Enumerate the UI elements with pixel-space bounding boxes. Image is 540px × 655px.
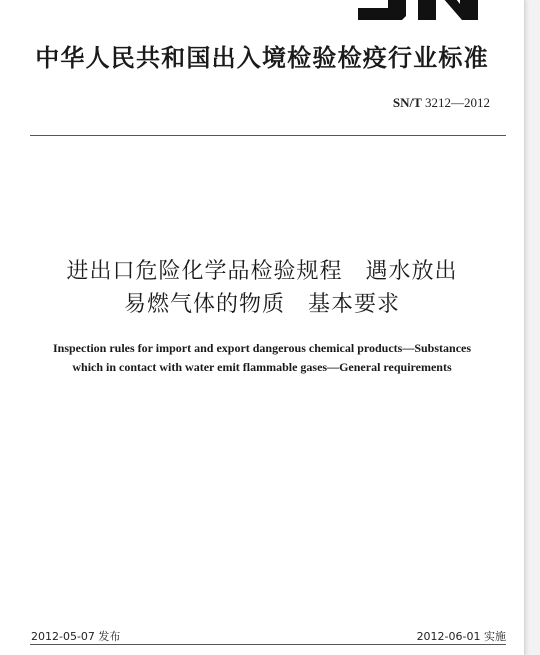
sn-logo	[356, 0, 484, 20]
implementation-date: 2012-06-01 实施	[416, 630, 506, 643]
top-divider	[30, 135, 506, 136]
title-en-line-2: which in contact with water emit flammable gases—General requirements	[72, 360, 452, 374]
standard-code: SN/T	[392, 95, 422, 110]
standard-serial: 3212—2012	[425, 95, 490, 110]
title-en-line-1: Inspection rules for import and export dangerous chemical products—Substances	[52, 341, 472, 355]
bottom-divider	[30, 644, 506, 645]
standard-category: 中华人民共和国出入境检验检疫行业标准	[35, 44, 489, 72]
title-cn-line-1: 进出口危险化学品检验规程 遇水放出	[66, 259, 458, 284]
standard-number	[393, 95, 490, 111]
issue-date: 2012-05-07 发布	[31, 630, 121, 643]
title-cn-line-2: 易燃气体的物质 基本要求	[123, 292, 400, 317]
